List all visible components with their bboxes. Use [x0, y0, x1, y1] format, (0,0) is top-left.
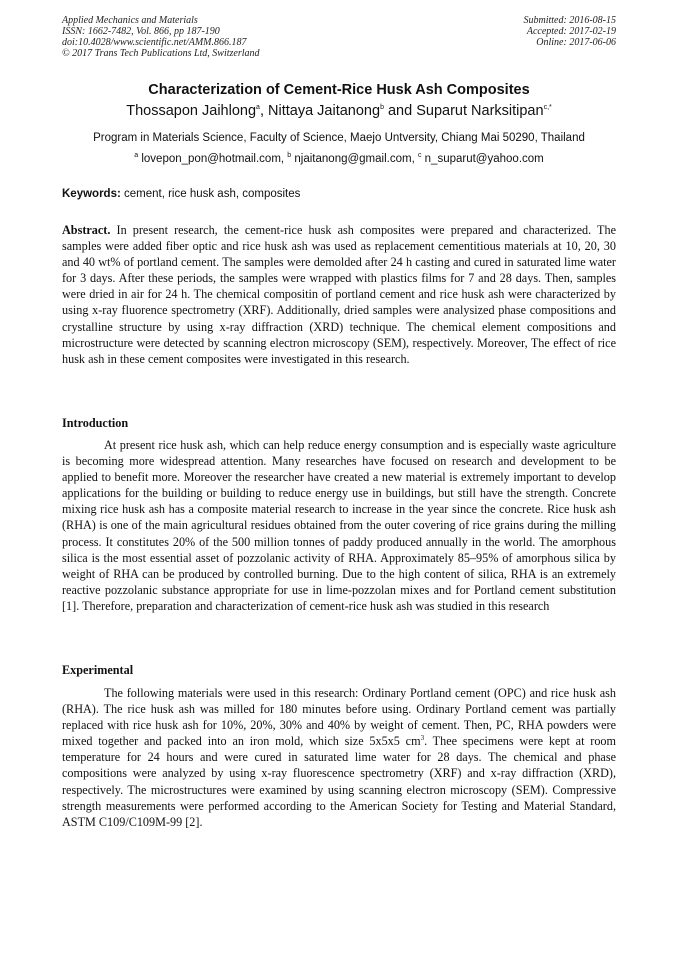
- introduction-heading: Introduction: [62, 416, 129, 430]
- submitted-date: Submitted: 2016-08-15: [523, 15, 616, 26]
- author-affiliation-mark: a: [256, 104, 260, 112]
- experimental-text-part: . Thee specimens were kept at room temperature for 24 hours and were cured in saturated lime water for 28 days. The chemical and phase compositions were analyzed by using x-ray fluorescence spectrometry (XRF) and x-ray diffraction (XRD), respectively. The microstructures were examined by using scanning electron microscopy (SEM). Compressive strength measurements were performed according to the American Society for Testing and Material Standard, ASTM C109/C109M-99 [2].: [62, 734, 616, 829]
- paper-title: Characterization of Cement-Rice Husk Ash Composites: [148, 82, 530, 98]
- author-separator: ,: [259, 103, 269, 119]
- author-list: [0, 103, 678, 119]
- abstract-text: In present research, the cement-rice husk ash composites were prepared and characterized. The samples were added fiber optic and rice husk ash was used as replacement cementitious materials at 10, 20, 30 and 40 wt% of portland cement. The samples were demolded after 24 h casting and cured in saturated lime water for 3 days. After these periods, the samples were wrapped with plastics films for 7 and 28 days. Then, samples were dried in air for 24 h. The chemical compositin of portland cement and rice husk ash were characterized by using x-ray fluorence spectrometry (XRF). Additionally, dried samples were analysized phase compositions and crystalline structure by using x-ray diffraction (XRD) technique. The chemical element compositions and microstructure were detected by scanning electron microscopy (SEM), respectively. Moreover, The effect of rice husk ash in these cement composites were investigated in this research.: [62, 223, 616, 366]
- keywords-label: Keywords:: [62, 188, 121, 200]
- email-mark: c: [417, 152, 422, 160]
- experimental-text: [62, 685, 616, 830]
- copyright-line: © 2017 Trans Tech Publications Ltd, Switzerland: [62, 48, 260, 59]
- author-affiliation-mark: c,*: [543, 104, 552, 112]
- email-mark: b: [287, 152, 292, 160]
- keywords-text: cement, rice husk ash, composites: [120, 188, 301, 200]
- author-affiliation-mark: b: [380, 104, 384, 112]
- keywords: [62, 188, 616, 200]
- author-name: Thossapon Jaihlong: [126, 103, 257, 119]
- abstract-label: Abstract.: [62, 223, 111, 237]
- email-address[interactable]: njaitanong@gmail.com: [294, 153, 412, 165]
- journal-info: [62, 15, 260, 59]
- author-separator: and: [383, 103, 417, 119]
- experimental-text-part: The following materials were used in this research: Ordinary Portland cement (OPC) and rice husk ash (RHA). The rice husk ash was milled for 180 minutes before using. Ordinary Portland cement was partially replaced with rice husk ash for 10%, 20%, 30% and 40% by weight of cement. Then, PC, RHA powders were mixed together and packed into an iron mold, which size 5x5x5 cm: [62, 686, 616, 749]
- journal-name: Applied Mechanics and Materials: [62, 15, 198, 26]
- abstract: [62, 222, 616, 367]
- email-address[interactable]: n_suparut@yahoo.com: [424, 153, 544, 165]
- issn-line: ISSN: 1662-7482, Vol. 866, pp 187-190: [62, 26, 220, 37]
- accepted-date: Accepted: 2017-02-19: [526, 26, 616, 37]
- publication-dates: [524, 15, 617, 48]
- experimental-heading: Experimental: [62, 663, 134, 677]
- affiliation: Program in Materials Science, Faculty of Science, Maejo Untversity, Chiang Mai 50290, Thailand: [93, 132, 585, 144]
- online-date: Online: 2017-06-06: [536, 37, 616, 48]
- superscript-three: 3: [420, 734, 425, 743]
- email-address[interactable]: lovepon_pon@hotmail.com: [141, 153, 281, 165]
- doi-line: doi:10.4028/www.scientific.net/AMM.866.187: [62, 37, 247, 48]
- author-name: Suparut Narksitipan: [416, 103, 544, 119]
- email-mark: a: [134, 152, 139, 160]
- email-list: $^a$ lovepon_pon@hotmail.com, $^b$ njaitanong@gmail.com, $^c$ n_suparut@yahoo.com: [134, 152, 544, 165]
- author-name: Nittaya Jaitanong: [268, 103, 381, 119]
- introduction-text: At present rice husk ash, which can help reduce energy consumption and is especially waste agriculture is becoming more widespread attention. Many researches have focused on research and development to be applied to benefit more. Moreover the researcher have created a new material is extremely important to develop applications for the building or building to reduce energy use in buildings, but still have the strength. Concrete mixing rice husk ash has a composite material research to increase in the year since the concrete. Rice husk ash (RHA) is one of the main agricultural residues obtained from the outer covering of rice grains during the milling process. It constitutes 20% of the 500 million tonnes of paddy produced annually in the world. The amorphous silica is the most essential asset of pozzolanic activity of RHA. Approximately 85–95% of amorphous silica by weight of RHA can be produced by controlled burning. Due to the high content of silica, RHA is an extremely reactive pozzolanic substance appropriate for use in lime-pozzolan mixes and for Portland cement substitution [1]. Therefore, preparation and characterization of cement-rice husk ash was studied in this research: [62, 438, 616, 613]
